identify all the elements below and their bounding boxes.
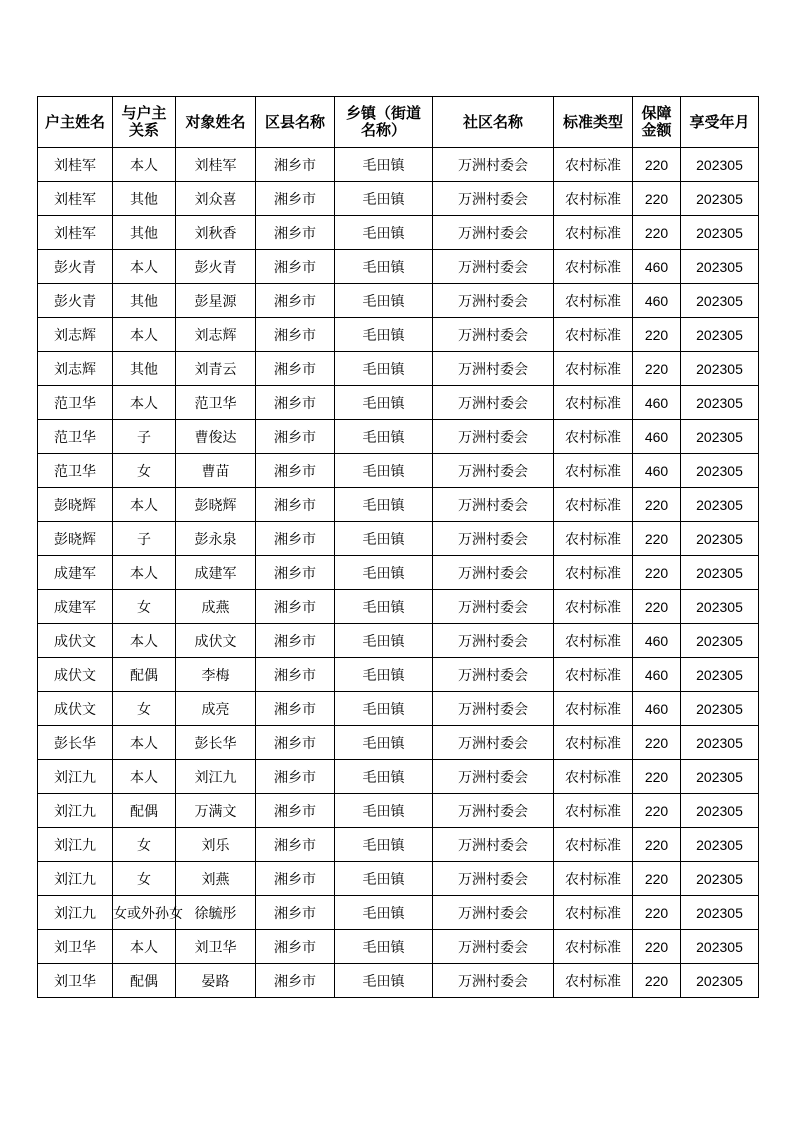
cell-benefit-amount: 220 xyxy=(633,760,681,794)
cell-benefit-amount: 220 xyxy=(633,726,681,760)
cell-county-name: 湘乡市 xyxy=(256,216,335,250)
cell-recipient-name: 刘乐 xyxy=(176,828,256,862)
cell-recipient-name: 彭晓辉 xyxy=(176,488,256,522)
cell-household-head-name: 彭长华 xyxy=(38,726,113,760)
cell-county-name: 湘乡市 xyxy=(256,964,335,998)
header-standard-type xyxy=(554,97,633,148)
cell-benefit-amount: 220 xyxy=(633,590,681,624)
cell-standard-type: 农村标准 xyxy=(554,216,633,250)
header-text-line: 社区名称 xyxy=(462,112,523,131)
table-row xyxy=(38,964,759,998)
table-row xyxy=(38,896,759,930)
cell-standard-type: 农村标准 xyxy=(554,828,633,862)
cell-benefit-amount: 460 xyxy=(633,658,681,692)
cell-recipient-name: 刘桂军 xyxy=(176,148,256,182)
cell-county-name: 湘乡市 xyxy=(256,454,335,488)
cell-standard-type: 农村标准 xyxy=(554,930,633,964)
cell-standard-type: 农村标准 xyxy=(554,556,633,590)
cell-county-name: 湘乡市 xyxy=(256,318,335,352)
cell-township-name: 毛田镇 xyxy=(335,318,433,352)
cell-standard-type: 农村标准 xyxy=(554,318,633,352)
table-row xyxy=(38,658,759,692)
cell-recipient-name: 彭星源 xyxy=(176,284,256,318)
cell-township-name: 毛田镇 xyxy=(335,352,433,386)
assistance-table-container xyxy=(37,96,759,998)
cell-standard-type: 农村标准 xyxy=(554,284,633,318)
cell-township-name: 毛田镇 xyxy=(335,420,433,454)
cell-relation-to-head: 女或外孙女 xyxy=(113,896,176,930)
cell-community-name: 万洲村委会 xyxy=(433,624,554,658)
cell-benefit-month: 202305 xyxy=(681,352,759,386)
cell-benefit-amount: 460 xyxy=(633,420,681,454)
cell-household-head-name: 刘卫华 xyxy=(38,930,113,964)
header-text-line: 保障 xyxy=(641,104,672,122)
cell-standard-type: 农村标准 xyxy=(554,148,633,182)
cell-community-name: 万洲村委会 xyxy=(433,318,554,352)
cell-benefit-month: 202305 xyxy=(681,318,759,352)
cell-relation-to-head: 子 xyxy=(113,420,176,454)
cell-county-name: 湘乡市 xyxy=(256,624,335,658)
cell-recipient-name: 曹俊达 xyxy=(176,420,256,454)
cell-township-name: 毛田镇 xyxy=(335,522,433,556)
cell-benefit-month: 202305 xyxy=(681,794,759,828)
cell-household-head-name: 成建军 xyxy=(38,556,113,590)
table-row xyxy=(38,488,759,522)
table-row xyxy=(38,794,759,828)
cell-community-name: 万洲村委会 xyxy=(433,216,554,250)
cell-relation-to-head: 其他 xyxy=(113,216,176,250)
header-text-line: 与户主 xyxy=(121,104,167,122)
table-row xyxy=(38,862,759,896)
cell-county-name: 湘乡市 xyxy=(256,896,335,930)
cell-township-name: 毛田镇 xyxy=(335,624,433,658)
cell-benefit-month: 202305 xyxy=(681,862,759,896)
cell-recipient-name: 彭火青 xyxy=(176,250,256,284)
cell-benefit-amount: 220 xyxy=(633,148,681,182)
table-row xyxy=(38,828,759,862)
cell-community-name: 万洲村委会 xyxy=(433,488,554,522)
cell-county-name: 湘乡市 xyxy=(256,488,335,522)
header-text-line: 乡镇（街道 xyxy=(345,104,421,122)
table-row xyxy=(38,284,759,318)
cell-household-head-name: 范卫华 xyxy=(38,454,113,488)
table-row xyxy=(38,454,759,488)
cell-recipient-name: 刘秋香 xyxy=(176,216,256,250)
cell-community-name: 万洲村委会 xyxy=(433,590,554,624)
cell-benefit-month: 202305 xyxy=(681,454,759,488)
cell-relation-to-head: 本人 xyxy=(113,148,176,182)
cell-recipient-name: 晏路 xyxy=(176,964,256,998)
cell-community-name: 万洲村委会 xyxy=(433,386,554,420)
cell-household-head-name: 成伏文 xyxy=(38,624,113,658)
table-row xyxy=(38,760,759,794)
cell-benefit-amount: 460 xyxy=(633,692,681,726)
table-row xyxy=(38,692,759,726)
cell-standard-type: 农村标准 xyxy=(554,590,633,624)
cell-standard-type: 农村标准 xyxy=(554,692,633,726)
cell-household-head-name: 彭火青 xyxy=(38,284,113,318)
cell-township-name: 毛田镇 xyxy=(335,284,433,318)
cell-standard-type: 农村标准 xyxy=(554,488,633,522)
table-row xyxy=(38,216,759,250)
cell-standard-type: 农村标准 xyxy=(554,726,633,760)
table-row xyxy=(38,624,759,658)
header-household-head-name xyxy=(38,97,113,148)
cell-relation-to-head: 本人 xyxy=(113,930,176,964)
cell-recipient-name: 万满文 xyxy=(176,794,256,828)
cell-relation-to-head: 本人 xyxy=(113,726,176,760)
cell-township-name: 毛田镇 xyxy=(335,828,433,862)
cell-county-name: 湘乡市 xyxy=(256,284,335,318)
cell-recipient-name: 刘燕 xyxy=(176,862,256,896)
cell-county-name: 湘乡市 xyxy=(256,794,335,828)
table-header-row xyxy=(38,97,759,148)
cell-standard-type: 农村标准 xyxy=(554,182,633,216)
header-text-line: 标准类型 xyxy=(562,112,623,131)
cell-standard-type: 农村标准 xyxy=(554,760,633,794)
cell-recipient-name: 刘青云 xyxy=(176,352,256,386)
cell-community-name: 万洲村委会 xyxy=(433,828,554,862)
table-body xyxy=(38,148,759,998)
header-county-name xyxy=(256,97,335,148)
cell-standard-type: 农村标准 xyxy=(554,522,633,556)
table-row xyxy=(38,352,759,386)
cell-recipient-name: 李梅 xyxy=(176,658,256,692)
header-relation-to-head xyxy=(113,97,176,148)
cell-benefit-month: 202305 xyxy=(681,658,759,692)
cell-household-head-name: 刘江九 xyxy=(38,828,113,862)
table-row xyxy=(38,318,759,352)
cell-benefit-amount: 460 xyxy=(633,386,681,420)
cell-benefit-amount: 460 xyxy=(633,250,681,284)
cell-township-name: 毛田镇 xyxy=(335,488,433,522)
cell-township-name: 毛田镇 xyxy=(335,964,433,998)
cell-benefit-month: 202305 xyxy=(681,420,759,454)
cell-benefit-month: 202305 xyxy=(681,148,759,182)
cell-township-name: 毛田镇 xyxy=(335,182,433,216)
cell-relation-to-head: 女 xyxy=(113,862,176,896)
cell-county-name: 湘乡市 xyxy=(256,556,335,590)
cell-community-name: 万洲村委会 xyxy=(433,862,554,896)
cell-benefit-amount: 220 xyxy=(633,522,681,556)
cell-community-name: 万洲村委会 xyxy=(433,896,554,930)
cell-recipient-name: 刘卫华 xyxy=(176,930,256,964)
cell-benefit-amount: 220 xyxy=(633,930,681,964)
cell-county-name: 湘乡市 xyxy=(256,828,335,862)
cell-benefit-month: 202305 xyxy=(681,590,759,624)
cell-recipient-name: 曹苗 xyxy=(176,454,256,488)
cell-county-name: 湘乡市 xyxy=(256,590,335,624)
cell-recipient-name: 范卫华 xyxy=(176,386,256,420)
cell-household-head-name: 成伏文 xyxy=(38,658,113,692)
header-benefit-amount xyxy=(633,97,681,148)
cell-county-name: 湘乡市 xyxy=(256,182,335,216)
cell-benefit-amount: 220 xyxy=(633,318,681,352)
header-text-line: 户主姓名 xyxy=(44,112,105,131)
cell-benefit-amount: 220 xyxy=(633,556,681,590)
cell-benefit-month: 202305 xyxy=(681,386,759,420)
cell-community-name: 万洲村委会 xyxy=(433,726,554,760)
cell-benefit-month: 202305 xyxy=(681,930,759,964)
cell-recipient-name: 成伏文 xyxy=(176,624,256,658)
cell-relation-to-head: 本人 xyxy=(113,556,176,590)
cell-benefit-amount: 220 xyxy=(633,352,681,386)
cell-community-name: 万洲村委会 xyxy=(433,454,554,488)
cell-benefit-month: 202305 xyxy=(681,896,759,930)
header-recipient-name xyxy=(176,97,256,148)
cell-relation-to-head: 配偶 xyxy=(113,964,176,998)
cell-township-name: 毛田镇 xyxy=(335,760,433,794)
table-row xyxy=(38,930,759,964)
cell-benefit-month: 202305 xyxy=(681,828,759,862)
cell-county-name: 湘乡市 xyxy=(256,386,335,420)
cell-relation-to-head: 女 xyxy=(113,692,176,726)
cell-benefit-amount: 220 xyxy=(633,896,681,930)
cell-benefit-month: 202305 xyxy=(681,250,759,284)
cell-standard-type: 农村标准 xyxy=(554,964,633,998)
cell-standard-type: 农村标准 xyxy=(554,658,633,692)
cell-township-name: 毛田镇 xyxy=(335,726,433,760)
cell-benefit-month: 202305 xyxy=(681,182,759,216)
cell-benefit-amount: 220 xyxy=(633,488,681,522)
cell-community-name: 万洲村委会 xyxy=(433,522,554,556)
cell-benefit-amount: 220 xyxy=(633,216,681,250)
cell-standard-type: 农村标准 xyxy=(554,896,633,930)
cell-township-name: 毛田镇 xyxy=(335,454,433,488)
cell-county-name: 湘乡市 xyxy=(256,420,335,454)
cell-household-head-name: 彭晓辉 xyxy=(38,522,113,556)
cell-county-name: 湘乡市 xyxy=(256,862,335,896)
cell-benefit-amount: 220 xyxy=(633,862,681,896)
cell-benefit-month: 202305 xyxy=(681,284,759,318)
cell-recipient-name: 成燕 xyxy=(176,590,256,624)
cell-benefit-month: 202305 xyxy=(681,216,759,250)
cell-county-name: 湘乡市 xyxy=(256,250,335,284)
cell-benefit-month: 202305 xyxy=(681,760,759,794)
cell-recipient-name: 彭永泉 xyxy=(176,522,256,556)
cell-relation-to-head: 本人 xyxy=(113,488,176,522)
cell-township-name: 毛田镇 xyxy=(335,794,433,828)
cell-recipient-name: 刘众喜 xyxy=(176,182,256,216)
cell-county-name: 湘乡市 xyxy=(256,658,335,692)
cell-household-head-name: 刘江九 xyxy=(38,896,113,930)
cell-county-name: 湘乡市 xyxy=(256,760,335,794)
cell-benefit-month: 202305 xyxy=(681,522,759,556)
cell-community-name: 万洲村委会 xyxy=(433,284,554,318)
cell-township-name: 毛田镇 xyxy=(335,862,433,896)
cell-household-head-name: 刘桂军 xyxy=(38,148,113,182)
table-row xyxy=(38,590,759,624)
cell-relation-to-head: 本人 xyxy=(113,386,176,420)
cell-township-name: 毛田镇 xyxy=(335,692,433,726)
cell-relation-to-head: 本人 xyxy=(113,318,176,352)
cell-township-name: 毛田镇 xyxy=(335,250,433,284)
cell-benefit-amount: 460 xyxy=(633,454,681,488)
cell-recipient-name: 刘江九 xyxy=(176,760,256,794)
cell-household-head-name: 刘江九 xyxy=(38,794,113,828)
cell-township-name: 毛田镇 xyxy=(335,930,433,964)
cell-recipient-name: 成建军 xyxy=(176,556,256,590)
cell-county-name: 湘乡市 xyxy=(256,692,335,726)
cell-relation-to-head: 本人 xyxy=(113,250,176,284)
cell-relation-to-head: 本人 xyxy=(113,760,176,794)
cell-township-name: 毛田镇 xyxy=(335,658,433,692)
cell-standard-type: 农村标准 xyxy=(554,386,633,420)
cell-benefit-month: 202305 xyxy=(681,624,759,658)
cell-household-head-name: 刘桂军 xyxy=(38,216,113,250)
table-row xyxy=(38,250,759,284)
cell-benefit-month: 202305 xyxy=(681,692,759,726)
cell-relation-to-head: 女 xyxy=(113,590,176,624)
header-text-line: 对象姓名 xyxy=(185,112,246,131)
cell-recipient-name: 徐毓彤 xyxy=(176,896,256,930)
cell-benefit-amount: 460 xyxy=(633,624,681,658)
cell-household-head-name: 刘志辉 xyxy=(38,318,113,352)
cell-relation-to-head: 女 xyxy=(113,454,176,488)
cell-household-head-name: 刘志辉 xyxy=(38,352,113,386)
cell-township-name: 毛田镇 xyxy=(335,896,433,930)
table-row xyxy=(38,182,759,216)
cell-community-name: 万洲村委会 xyxy=(433,182,554,216)
cell-relation-to-head: 子 xyxy=(113,522,176,556)
cell-household-head-name: 刘江九 xyxy=(38,862,113,896)
header-text-line: 名称） xyxy=(360,121,406,139)
cell-standard-type: 农村标准 xyxy=(554,794,633,828)
cell-household-head-name: 彭火青 xyxy=(38,250,113,284)
cell-standard-type: 农村标准 xyxy=(554,862,633,896)
header-text-line: 金额 xyxy=(641,121,672,139)
cell-recipient-name: 成亮 xyxy=(176,692,256,726)
cell-county-name: 湘乡市 xyxy=(256,352,335,386)
cell-relation-to-head: 女 xyxy=(113,828,176,862)
cell-household-head-name: 彭晓辉 xyxy=(38,488,113,522)
cell-standard-type: 农村标准 xyxy=(554,454,633,488)
cell-standard-type: 农村标准 xyxy=(554,352,633,386)
cell-benefit-month: 202305 xyxy=(681,964,759,998)
cell-county-name: 湘乡市 xyxy=(256,930,335,964)
cell-benefit-amount: 220 xyxy=(633,964,681,998)
cell-township-name: 毛田镇 xyxy=(335,386,433,420)
cell-township-name: 毛田镇 xyxy=(335,148,433,182)
header-community-name xyxy=(433,97,554,148)
cell-household-head-name: 刘卫华 xyxy=(38,964,113,998)
cell-community-name: 万洲村委会 xyxy=(433,930,554,964)
cell-county-name: 湘乡市 xyxy=(256,726,335,760)
cell-community-name: 万洲村委会 xyxy=(433,964,554,998)
table-row xyxy=(38,148,759,182)
cell-recipient-name: 彭长华 xyxy=(176,726,256,760)
header-township-name xyxy=(335,97,433,148)
cell-household-head-name: 成建军 xyxy=(38,590,113,624)
cell-benefit-month: 202305 xyxy=(681,488,759,522)
cell-standard-type: 农村标准 xyxy=(554,624,633,658)
cell-relation-to-head: 其他 xyxy=(113,284,176,318)
assistance-table xyxy=(37,96,759,998)
cell-benefit-amount: 460 xyxy=(633,284,681,318)
cell-benefit-month: 202305 xyxy=(681,726,759,760)
cell-community-name: 万洲村委会 xyxy=(433,760,554,794)
cell-household-head-name: 范卫华 xyxy=(38,420,113,454)
cell-household-head-name: 成伏文 xyxy=(38,692,113,726)
cell-community-name: 万洲村委会 xyxy=(433,250,554,284)
table-row xyxy=(38,726,759,760)
cell-county-name: 湘乡市 xyxy=(256,522,335,556)
cell-township-name: 毛田镇 xyxy=(335,556,433,590)
cell-benefit-amount: 220 xyxy=(633,794,681,828)
header-text-line: 区县名称 xyxy=(264,112,325,131)
cell-household-head-name: 刘江九 xyxy=(38,760,113,794)
cell-community-name: 万洲村委会 xyxy=(433,148,554,182)
cell-recipient-name: 刘志辉 xyxy=(176,318,256,352)
cell-standard-type: 农村标准 xyxy=(554,420,633,454)
cell-relation-to-head: 配偶 xyxy=(113,794,176,828)
table-row xyxy=(38,420,759,454)
cell-benefit-amount: 220 xyxy=(633,182,681,216)
cell-household-head-name: 范卫华 xyxy=(38,386,113,420)
cell-benefit-amount: 220 xyxy=(633,828,681,862)
cell-township-name: 毛田镇 xyxy=(335,590,433,624)
cell-community-name: 万洲村委会 xyxy=(433,658,554,692)
cell-benefit-month: 202305 xyxy=(681,556,759,590)
cell-relation-to-head: 其他 xyxy=(113,352,176,386)
cell-community-name: 万洲村委会 xyxy=(433,692,554,726)
cell-county-name: 湘乡市 xyxy=(256,148,335,182)
cell-household-head-name: 刘桂军 xyxy=(38,182,113,216)
cell-relation-to-head: 配偶 xyxy=(113,658,176,692)
cell-community-name: 万洲村委会 xyxy=(433,794,554,828)
header-text-line: 享受年月 xyxy=(689,112,750,131)
cell-standard-type: 农村标准 xyxy=(554,250,633,284)
header-benefit-month xyxy=(681,97,759,148)
cell-relation-to-head: 本人 xyxy=(113,624,176,658)
cell-community-name: 万洲村委会 xyxy=(433,556,554,590)
table-row xyxy=(38,556,759,590)
table-row xyxy=(38,522,759,556)
table-row xyxy=(38,386,759,420)
cell-township-name: 毛田镇 xyxy=(335,216,433,250)
cell-community-name: 万洲村委会 xyxy=(433,352,554,386)
cell-relation-to-head: 其他 xyxy=(113,182,176,216)
header-text-line: 关系 xyxy=(128,121,159,139)
cell-community-name: 万洲村委会 xyxy=(433,420,554,454)
